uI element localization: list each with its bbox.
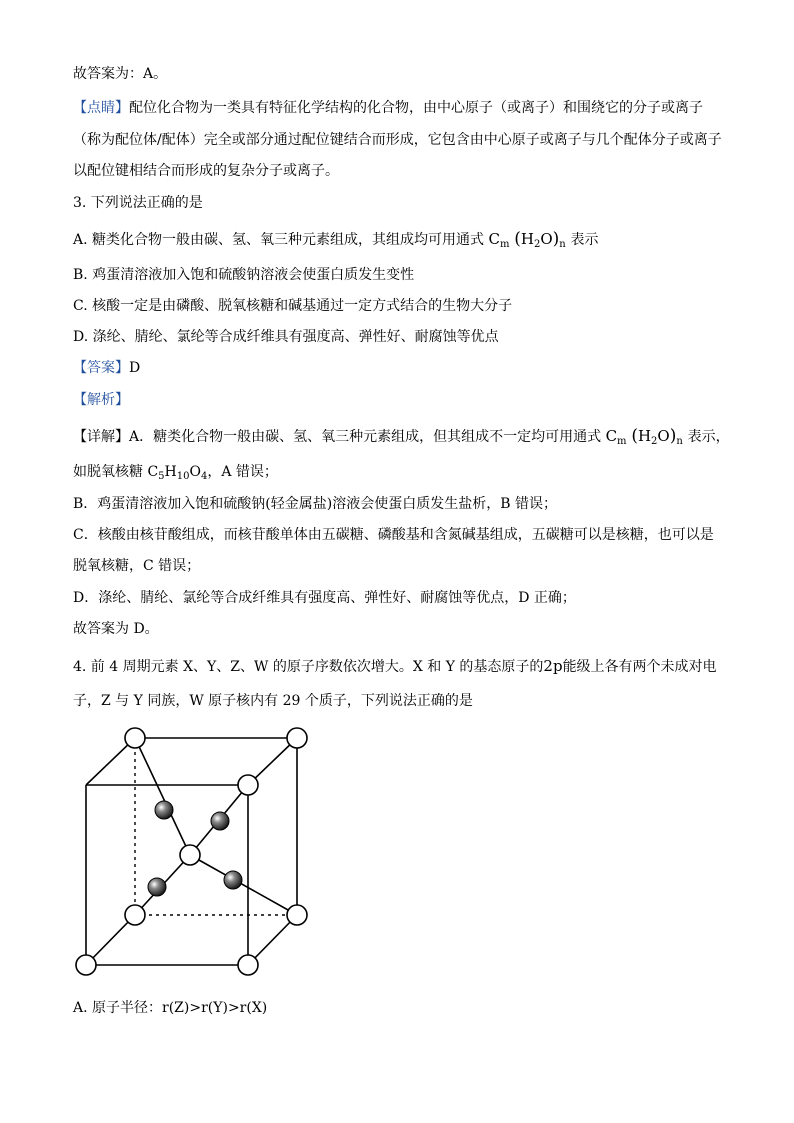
- detail-tag: 【详解】: [73, 429, 129, 445]
- detail-text-1-tail: 表示，: [687, 429, 730, 445]
- formula2-c: C: [605, 427, 618, 445]
- formula-close: ): [552, 229, 560, 249]
- detail-line-3: B．鸡蛋清溶液加入饱和硫酸钠(轻金属盐)溶液会使蛋白质发生盐析，B 错误；: [73, 496, 557, 512]
- question-3-option-a: [73, 229, 599, 255]
- general-formula-2: [606, 427, 688, 445]
- formula-c: C: [488, 230, 500, 248]
- inner-atom: [224, 871, 242, 889]
- corner-atom: [125, 905, 145, 925]
- deoxy-o-sub: 4: [200, 471, 208, 482]
- detail-line-7: 故答案为 D。: [73, 621, 159, 637]
- formula-o: O: [540, 230, 553, 248]
- tip-text-1: 配位化合物为一类具有特征化学结构的化合物，由中心原子（或离子）和围绕它的分子或离子: [129, 100, 703, 116]
- option-a-tail: 表示: [570, 232, 599, 248]
- corner-atom: [238, 775, 258, 795]
- answer-value: D: [129, 360, 141, 376]
- question-4-stem-2: 子，Z 与 Y 同族，W 原子核内有 29 个质子，下列说法正确的是: [73, 693, 473, 709]
- analysis-line: [73, 390, 129, 410]
- tip-line-3: 以配位键相结合而形成的复杂分子或离子。: [73, 163, 339, 179]
- detail-text-2-tail: ，A 错误；: [207, 464, 278, 480]
- formula-open: (: [514, 229, 521, 249]
- formula2-n: n: [676, 436, 683, 447]
- inner-atom: [211, 812, 229, 830]
- formula-n: n: [559, 239, 566, 250]
- answer-tag: 【答案】: [73, 360, 129, 376]
- question-3-option-d: D. 涤纶、腈纶、氯纶等合成纤维具有强度高、弹性好、耐腐蚀等优点: [73, 329, 499, 345]
- deoxy-c-sub: 5: [158, 471, 165, 482]
- question-4-option-a: A. 原子半径：r(Z)>r(Y)>r(X): [73, 1000, 268, 1016]
- tip-line-2: （称为配位体/配体）完全或部分通过配位键结合而形成，它包含由中心原子或离子与几个配体分子或离子: [73, 132, 722, 148]
- option-a-text: A. 糖类化合物一般由碳、氢、氧三种元素组成，其组成均可用通式: [73, 232, 485, 248]
- formula2-o: O: [657, 427, 670, 445]
- detail-text-1: A．糖类化合物一般由碳、氢、氧三种元素组成，但其组成不一定均可用通式: [129, 429, 602, 445]
- formula2-2: 2: [651, 436, 658, 447]
- detail-line-6: D．涤纶、腈纶、氯纶等合成纤维具有强度高、弹性好、耐腐蚀等优点，D 正确；: [73, 590, 576, 606]
- general-formula: [488, 230, 570, 248]
- corner-atom: [287, 728, 307, 748]
- deoxy-o: O: [189, 464, 201, 480]
- formula2-m: m: [617, 436, 627, 447]
- corner-atom: [125, 728, 145, 748]
- answer-line: [73, 358, 140, 378]
- formula2-close: ): [669, 426, 677, 446]
- detail-line-2: [73, 462, 278, 487]
- q4-text-1: 4. 前 4 周期元素 X、Y、Z、W 的原子序数依次增大。X 和 Y 的基态原子的: [73, 659, 544, 675]
- deoxy-h-sub: 10: [176, 471, 190, 482]
- corner-atom: [76, 955, 96, 975]
- detail-line-4: C．核酸由核苷酸组成，而核苷酸单体由五碳糖、磷酸基和含氮碱基组成，五碳糖可以是核糖，也可以是: [73, 527, 714, 543]
- corner-atom: [238, 955, 258, 975]
- deoxy-h: H: [164, 464, 177, 480]
- corner-atom: [287, 905, 307, 925]
- inner-atom: [148, 878, 166, 896]
- center-atom: [180, 845, 200, 865]
- detail-line-5: 脱氧核糖，C 错误；: [73, 558, 201, 574]
- q4-2p: 2p: [543, 657, 563, 675]
- inner-atom: [155, 801, 173, 819]
- detail-line-1: [73, 426, 730, 452]
- conclusion-line: 故答案为：A。: [73, 66, 168, 82]
- q4-text-1-tail: 能级上各有两个未成对电: [562, 659, 717, 675]
- tip-tag: 【点睛】: [73, 100, 129, 116]
- crystal-cell-figure: [60, 720, 320, 985]
- question-4-stem-1: [73, 656, 717, 677]
- question-3-option-c: C. 核酸一定是由磷酸、脱氧核糖和碱基通过一定方式结合的生物大分子: [73, 298, 513, 314]
- formula2-open: (: [631, 426, 638, 446]
- formula-m: m: [499, 239, 510, 250]
- analysis-tag: 【解析】: [73, 392, 129, 408]
- question-3-option-b: B. 鸡蛋清溶液加入饱和硫酸钠溶液会使蛋白质发生变性: [73, 267, 415, 283]
- detail-text-2: 如脱氧核糖 C: [73, 464, 159, 480]
- tip-line-1: [73, 98, 703, 118]
- formula-h: H: [520, 230, 534, 248]
- question-3-stem: 3. 下列说法正确的是: [73, 195, 203, 211]
- formula-2: 2: [533, 239, 541, 250]
- formula2-h: H: [637, 427, 652, 445]
